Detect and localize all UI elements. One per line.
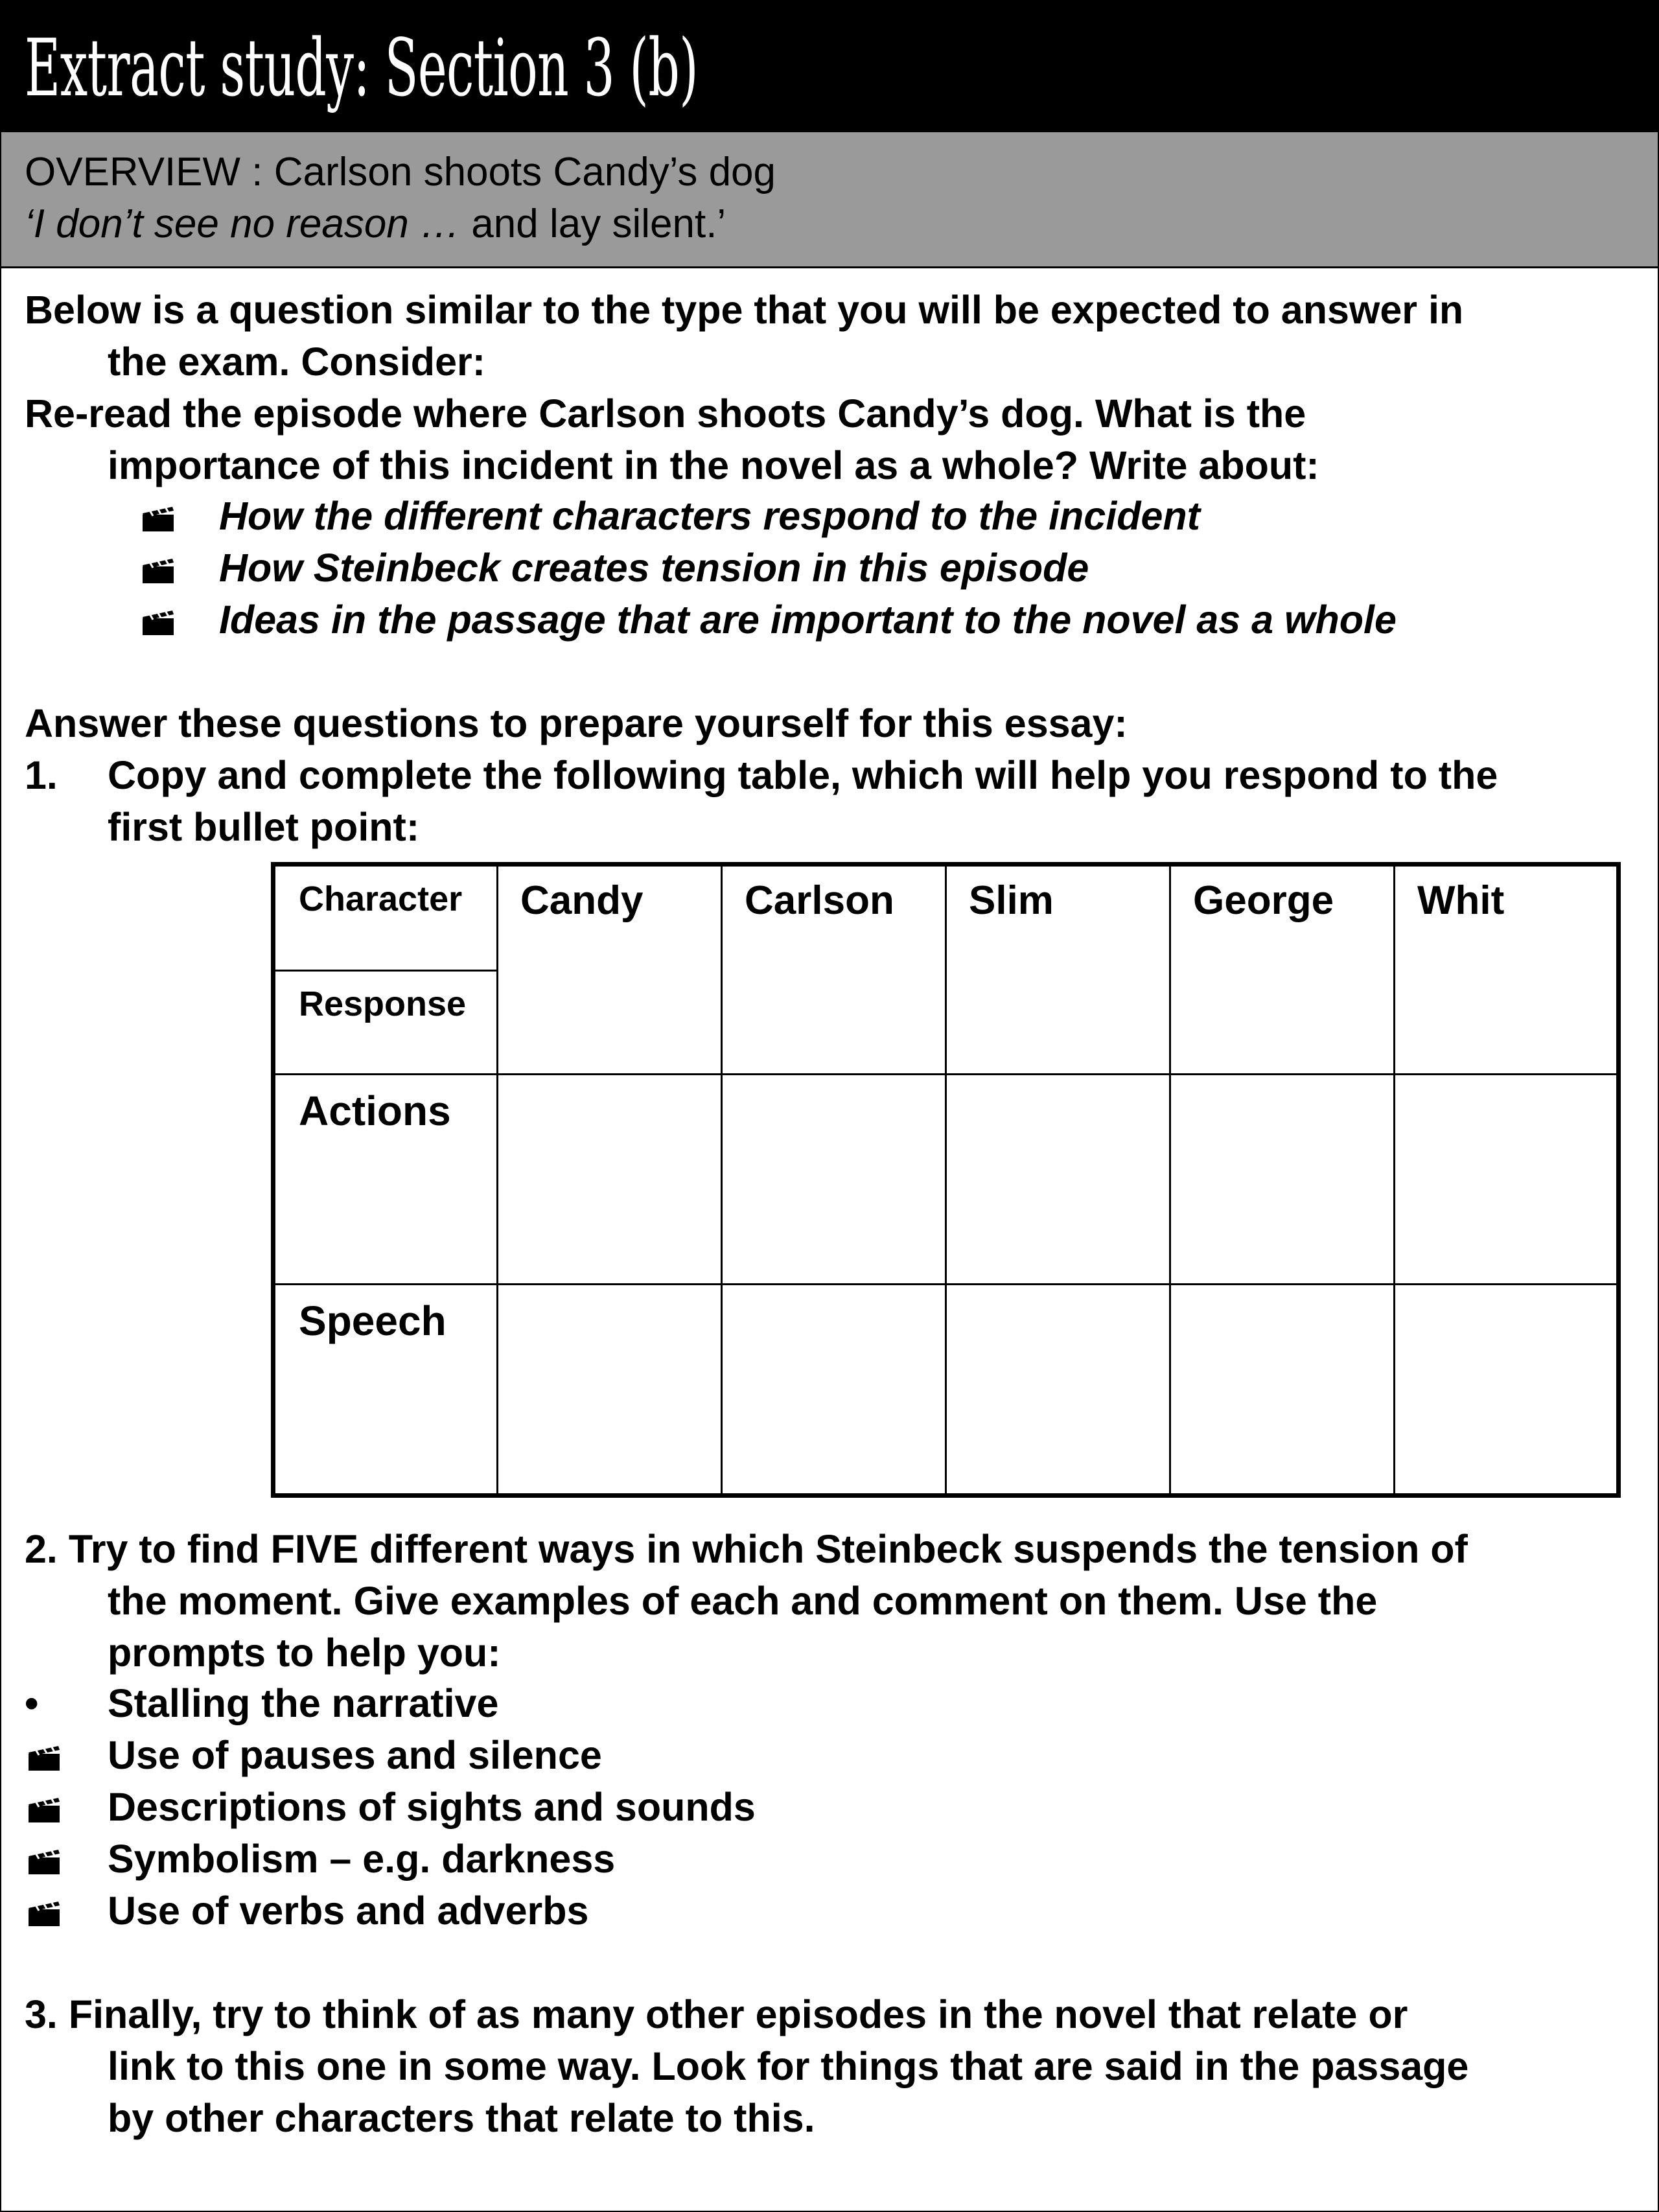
overview-line: OVERVIEW : Carlson shoots Candy’s dog (25, 150, 776, 194)
column-header-slim: Slim (946, 865, 1170, 1075)
table-cell[interactable] (946, 1285, 1170, 1496)
page-title: Extract study: Section 3 (b) (25, 22, 699, 114)
clapperboard-icon (141, 608, 175, 636)
q2-bullet-text: Use of verbs and adverbs (108, 1889, 589, 1933)
clapperboard-icon (27, 1899, 61, 1927)
character-response-cell (273, 865, 498, 1075)
clapperboard-icon (141, 504, 175, 533)
overview-box (1, 132, 1658, 268)
intro-bullet-text: How the different characters respond to the incident (219, 494, 1200, 538)
bullet-dot-icon: • (25, 1681, 39, 1725)
column-header-whit: Whit (1395, 865, 1619, 1075)
q1-line-2: first bullet point: (108, 805, 420, 849)
q3-line-2: link to this one in some way. Look for things that are said in the passage (108, 2044, 1469, 2088)
q2-line-1: 2. Try to find FIVE different ways in which Steinbeck suspends the tension of (25, 1527, 1468, 1571)
q1-lead: Answer these questions to prepare yourself for this essay: (25, 701, 1128, 745)
q2-bullet-text: Stalling the narrative (108, 1681, 499, 1725)
intro-line-2: the exam. Consider: (108, 340, 486, 384)
q3-line-3: by other characters that relate to this. (108, 2096, 815, 2140)
clapperboard-icon (27, 1847, 61, 1876)
table-cell[interactable] (1395, 1285, 1619, 1496)
q2-bullet-text: Descriptions of sights and sounds (108, 1785, 756, 1829)
table-row-actions (273, 1075, 1619, 1285)
response-label-box (275, 972, 496, 1075)
row-label-actions: Actions (273, 1075, 498, 1285)
clapperboard-icon (27, 1795, 61, 1824)
table-cell[interactable] (1170, 1285, 1395, 1496)
q2-bullet-text: Symbolism – e.g. darkness (108, 1837, 616, 1881)
clapperboard-icon (141, 556, 175, 585)
table-cell[interactable] (946, 1075, 1170, 1285)
q3-line-1: 3. Finally, try to think of as many other episodes in the novel that relate or (25, 1992, 1408, 2036)
table-cell[interactable] (498, 1285, 722, 1496)
column-header-carlson: Carlson (722, 865, 946, 1075)
overview-quote-rest: and lay silent.’ (460, 202, 726, 246)
intro-line-4: importance of this incident in the novel as a whole? Write about: (108, 443, 1319, 487)
table-cell[interactable] (1170, 1075, 1395, 1285)
q2-bullet-text: Use of pauses and silence (108, 1733, 602, 1777)
table-cell[interactable] (498, 1075, 722, 1285)
column-header-george: George (1170, 865, 1395, 1075)
character-response-table (271, 862, 1621, 1498)
q2-line-3: prompts to help you: (108, 1631, 501, 1675)
table-row-speech (273, 1285, 1619, 1496)
character-label-box (275, 867, 496, 972)
column-header-candy: Candy (498, 865, 722, 1075)
q1-line-1: Copy and complete the following table, which will help you respond to the (108, 753, 1498, 797)
overview-quote-italic: ‘I don’t see no reason … (25, 202, 461, 246)
table-header-row (273, 865, 1619, 1075)
character-label: Character (299, 879, 463, 918)
intro-bullet-text: Ideas in the passage that are important to the novel as a whole (219, 598, 1397, 642)
response-label: Response (299, 984, 467, 1023)
row-label-speech: Speech (273, 1285, 498, 1496)
table-cell[interactable] (722, 1285, 946, 1496)
intro-line-1: Below is a question similar to the type that you will be expected to answer in (25, 288, 1464, 332)
table-cell[interactable] (722, 1075, 946, 1285)
table-cell[interactable] (1395, 1075, 1619, 1285)
title-bar (1, 1, 1658, 132)
clapperboard-icon (27, 1743, 61, 1772)
intro-bullet-text: How Steinbeck creates tension in this episode (219, 546, 1089, 590)
intro-line-3: Re-read the episode where Carlson shoots Candy’s dog. What is the (25, 391, 1306, 436)
overview-quote (25, 198, 726, 250)
q1-number: 1. (25, 753, 58, 797)
q2-line-2: the moment. Give examples of each and comment on them. Use the (108, 1579, 1378, 1623)
